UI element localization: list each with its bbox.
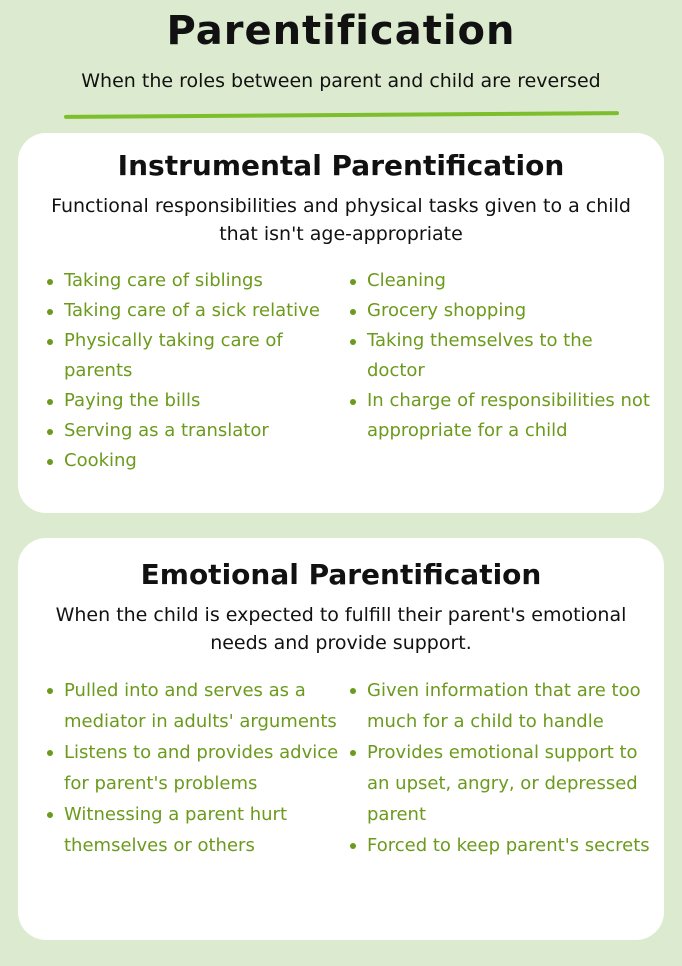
emotional-left-list bbox=[44, 675, 347, 861]
emotional-lists bbox=[44, 675, 650, 861]
instrumental-lists bbox=[44, 266, 650, 476]
list-item: Taking care of a sick relative bbox=[44, 296, 347, 326]
page-subtitle: When the roles between parent and child are reversed bbox=[81, 70, 601, 92]
list-item: Paying the bills bbox=[44, 386, 347, 416]
emotional-description: When the child is expected to fulfill their parent's emotional needs and provide support. bbox=[55, 604, 627, 654]
instrumental-description: Functional responsibilities and physical tasks given to a child that isn't age-appropriate bbox=[51, 195, 631, 245]
list-item: Grocery shopping bbox=[347, 296, 650, 326]
emotional-title: Emotional Parentification bbox=[140, 558, 542, 591]
list-item: Provides emotional support to an upset, angry, or depressed parent bbox=[347, 737, 650, 830]
list-item: In charge of responsibilities not appropriate for a child bbox=[347, 386, 650, 446]
instrumental-card bbox=[18, 133, 664, 513]
instrumental-right-list bbox=[347, 266, 650, 446]
emotional-left-column bbox=[44, 675, 347, 861]
instrumental-right-column bbox=[347, 266, 650, 476]
page-title: Parentification bbox=[166, 8, 516, 54]
list-item: Taking themselves to the doctor bbox=[347, 326, 650, 386]
instrumental-left-list bbox=[44, 266, 347, 476]
list-item: Listens to and provides advice for parent's problems bbox=[44, 737, 347, 799]
list-item: Forced to keep parent's secrets bbox=[347, 830, 650, 861]
list-item: Pulled into and serves as a mediator in adults' arguments bbox=[44, 675, 347, 737]
emotional-card bbox=[18, 538, 664, 940]
list-item: Witnessing a parent hurt themselves or others bbox=[44, 799, 347, 861]
emotional-right-list bbox=[347, 675, 650, 861]
title-underline bbox=[64, 111, 619, 119]
instrumental-title: Instrumental Parentification bbox=[117, 149, 565, 182]
list-item: Serving as a translator bbox=[44, 416, 347, 446]
instrumental-left-column bbox=[44, 266, 347, 476]
emotional-right-column bbox=[347, 675, 650, 861]
list-item: Cleaning bbox=[347, 266, 650, 296]
list-item: Cooking bbox=[44, 446, 347, 476]
list-item: Taking care of siblings bbox=[44, 266, 347, 296]
list-item: Physically taking care of parents bbox=[44, 326, 347, 386]
list-item: Given information that are too much for a child to handle bbox=[347, 675, 650, 737]
